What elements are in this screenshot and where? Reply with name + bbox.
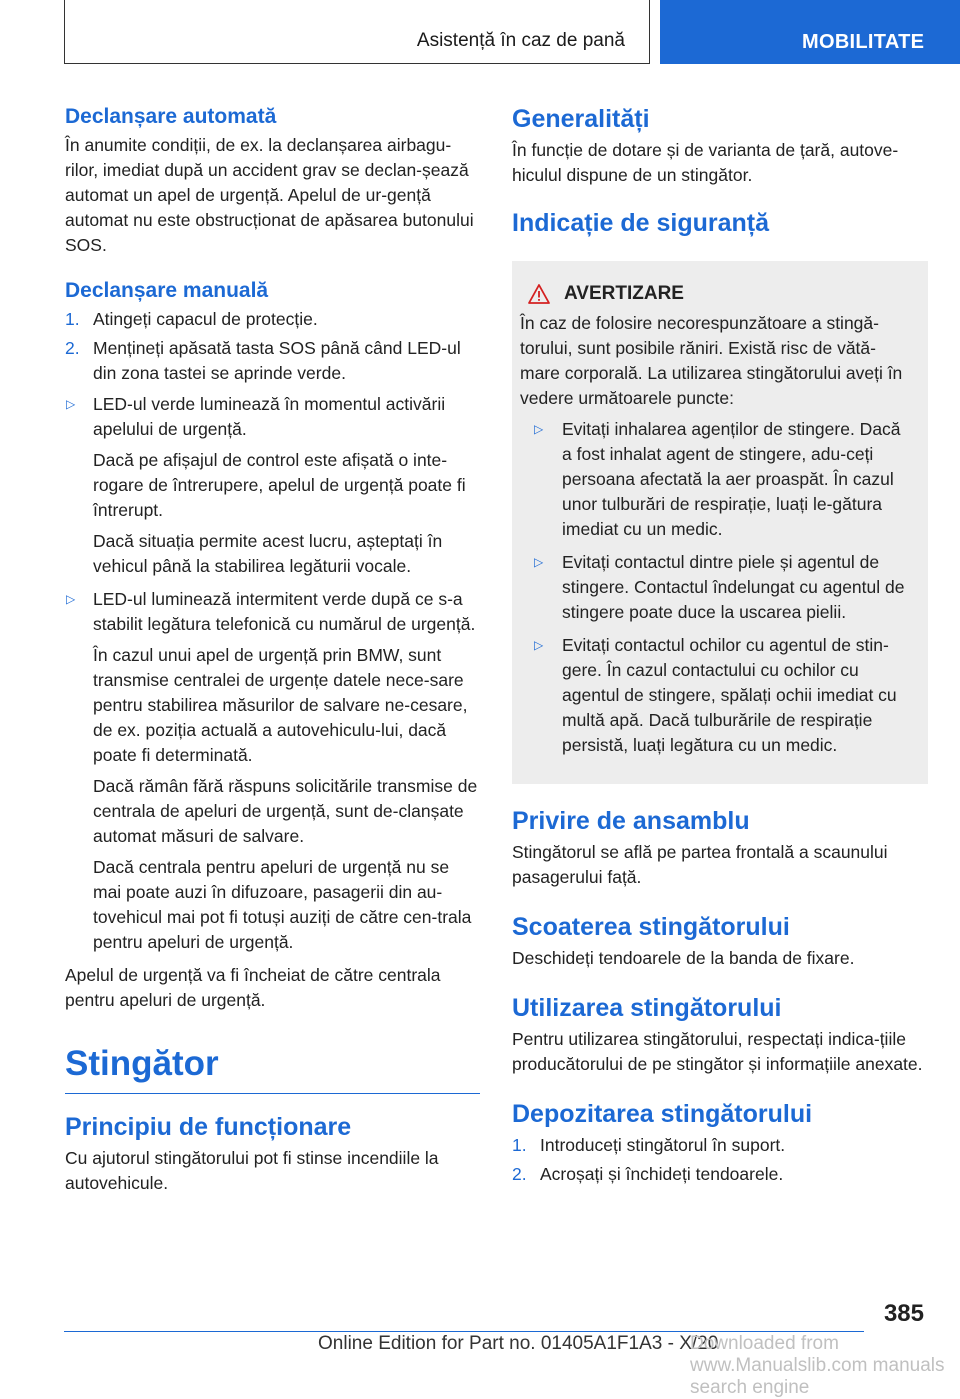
triangle-bullet-icon: ▷ <box>534 638 544 652</box>
overview-title: Privire de ansamblu <box>512 807 750 835</box>
triangle-bullet-icon: ▷ <box>66 397 76 411</box>
closing-text: Apelul de urgență va fi încheiat de către centrala pentru apeluri de urgență. <box>65 965 441 1010</box>
step-number: 2. <box>65 338 80 358</box>
list-item <box>65 392 480 579</box>
general-text: În funcție de dotare și de varianta de țară, autove-hiculul dispune de un stingător. <box>512 140 899 185</box>
list-item <box>512 1162 928 1187</box>
warning-item-text: Evitați inhalarea agenților de stingere. Dacă a fost inhalat agent de stingere, adu-ceți persoana afectată la aer proaspăt. În cazul unor tulburări de respirație, luați le-gătura imediat cu un medic. <box>562 419 901 539</box>
triangle-bullet-icon: ▷ <box>534 422 544 436</box>
list-item <box>512 1133 928 1158</box>
principle-title: Principiu de funcționare <box>65 1113 352 1141</box>
auto-trigger-title: Declanșare automată <box>65 105 277 128</box>
warning-item-text: Evitați contactul ochilor cu agentul de stin-gere. În cazul contactului cu ochilor cu agentul de stingere, spălați ochii imediat cu multă apă. Dacă tulburările de respirație persistă, luați legătura cu un medic. <box>562 635 897 755</box>
extinguisher-main-title: Stingător <box>65 1043 480 1094</box>
list-item <box>65 587 480 955</box>
warning-header <box>520 283 914 305</box>
step-number: 2. <box>512 1164 527 1184</box>
header-tab-label: MOBILITATE <box>802 31 925 53</box>
remove-text: Deschideți tendoarele de la banda de fixare. <box>512 948 855 968</box>
header-section-box <box>64 0 650 64</box>
step-text: Mențineți apăsată tasta SOS până când LED-ul din zona tastei se aprinde verde. <box>93 338 461 383</box>
store-steps-list <box>512 1133 928 1187</box>
principle-text: Cu ajutorul stingătorului pot fi stinse incendiile la autovehicule. <box>65 1148 439 1193</box>
warning-text: În caz de folosire necorespunzătoare a stingă-torului, sunt posibile răniri. Există risc de vătă-mare corporală. La utilizarea stingătorului aveți în vedere următoarele puncte: <box>520 313 903 408</box>
bullet-subtext: În cazul unui apel de urgență prin BMW, sunt transmise centralei de urgențe datele nece-sare pentru stabilirea măsurilor de salvare ne-cesare, de ex. poziția actuală a autovehiculu-lui, dacă poate fi determinată. <box>93 645 468 765</box>
bullet-subtext: Dacă rămân fără răspuns solicitările transmise de centrala de apeluri de urgență, sunt de-clanșate automat măsuri de salvare. <box>93 776 478 846</box>
auto-trigger-text: În anumite condiții, de ex. la declanșarea airbagu-rilor, imediat după un accident grav se declan-șează automat un apel de urgență. Apelul de ur-gență automat nu este obstrucționat de apăsarea butonului SOS. <box>65 135 474 255</box>
footer-divider <box>64 1331 864 1332</box>
list-item <box>65 336 480 386</box>
step-number: 1. <box>512 1135 527 1155</box>
bullet-text: LED-ul luminează intermitent verde după ce s-a stabilit legătura telefonică cu numărul de urgență. <box>93 589 476 634</box>
warning-triangle-icon <box>528 284 550 304</box>
warning-label: AVERTIZARE <box>564 283 684 304</box>
triangle-bullet-icon: ▷ <box>534 555 544 569</box>
header-section-title: Asistență în caz de pană <box>416 30 625 51</box>
manual-steps-list <box>65 307 480 386</box>
header-tab[interactable] <box>660 0 960 64</box>
safety-title: Indicație de siguranță <box>512 209 770 237</box>
bullet-text: LED-ul verde luminează în momentul activării apelului de urgență. <box>93 394 446 439</box>
list-item <box>520 550 914 625</box>
list-item <box>520 417 914 542</box>
triangle-bullet-icon: ▷ <box>66 592 76 606</box>
right-column <box>512 100 928 1191</box>
warning-list <box>520 417 914 758</box>
bullet-subtext: Dacă situația permite acest lucru, așteptați în vehicul până la stabilirea legăturii vocale. <box>93 531 443 576</box>
warning-box <box>512 261 928 784</box>
watermark-text: Downloaded from www.Manualslib.com manuals search engine <box>690 1333 945 1398</box>
step-text: Atingeți capacul de protecție. <box>93 309 318 329</box>
overview-text: Stingătorul se află pe partea frontală a scaunului pasagerului față. <box>512 842 888 887</box>
list-item <box>65 307 480 332</box>
led-status-list <box>65 392 480 955</box>
bullet-subtext: Dacă centrala pentru apeluri de urgență nu se mai poate auzi în difuzoare, pasagerii din au-tovehicul mai pot fi totuși auziți de către cen-trala pentru apeluri de urgență. <box>93 857 472 952</box>
use-title: Utilizarea stingătorului <box>512 994 782 1022</box>
step-text: Acroșați și închideți tendoarele. <box>540 1164 784 1184</box>
page-number: 385 <box>883 1300 924 1327</box>
left-column <box>65 100 480 1198</box>
remove-title: Scoaterea stingătorului <box>512 913 790 941</box>
footer-edition: Online Edition for Part no. 01405A1F1A3 - X/20 <box>318 1333 719 1354</box>
bullet-subtext: Dacă pe afișajul de control este afișată o inte-rogare de întrerupere, apelul de urgență poate fi întrerupt. <box>93 450 466 520</box>
step-text: Introduceți stingătorul în suport. <box>540 1135 786 1155</box>
warning-item-text: Evitați contactul dintre piele și agentul de stingere. Contactul îndelungat cu agentul de stingere poate duce la uscarea pielii. <box>562 552 905 622</box>
step-number: 1. <box>65 309 80 329</box>
use-text: Pentru utilizarea stingătorului, respectați indica-țiile producătorului de pe stingător și informațiile anexate. <box>512 1029 923 1074</box>
general-title: Generalități <box>512 105 650 133</box>
list-item <box>520 633 914 758</box>
store-title: Depozitarea stingătorului <box>512 1100 813 1128</box>
manual-trigger-title: Declanșare manuală <box>65 279 269 302</box>
